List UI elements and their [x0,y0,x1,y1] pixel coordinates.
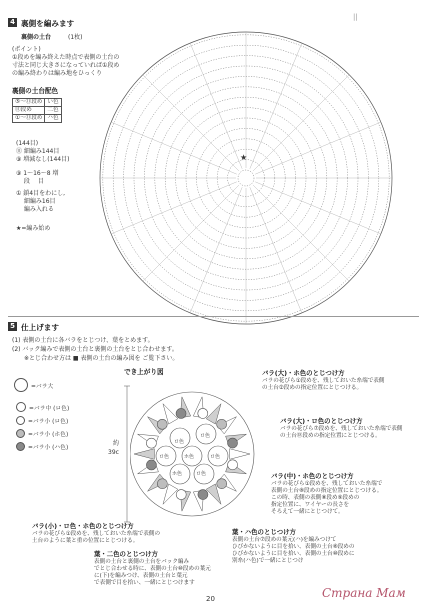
instruction-line: バラの花びら①段めを、残しておいた糸端で表側 [262,377,385,384]
stitch-note: ⑨ 増減なし(144目) [16,156,70,163]
motif-label: ホ色 [172,471,183,477]
rose-small-gray-icon [16,429,25,438]
start-star-icon: ★ [240,153,248,162]
legend-item-medium-rose [16,402,69,412]
small-rose-icon [198,490,208,500]
finishing-step: (2) バック編みで表側の土台と裏側の土台をとじ合わせます。 [12,346,178,353]
instruction-title: バラ(大)・ホ色のとじつけ方 [262,369,345,377]
instruction-line: 土台のように葉と重の位置にとじつける。 [32,537,139,544]
color-table-color: 二色 [45,107,61,115]
chart-increase-line [250,43,302,169]
legend-label: =バラ小 (ホ色) [28,431,69,438]
chart-increase-line [250,187,302,313]
instruction-line: 表側の土台⑦段めの葉元(ハ)を編みつけて [232,536,337,543]
stitch-note: (144目) [16,140,39,147]
instruction-title: 葉・二色のとじつけ方 [94,550,158,558]
rose-small-icon [16,416,25,425]
color-table-rows: ①〜⑪段め [13,115,45,123]
legend-label: =バラ大 [31,383,54,390]
section-4-number-badge: 4 [8,18,17,27]
instruction-line: でとじ合わせる時に、表側の土台⑩段めの葉元 [94,565,211,572]
small-rose-icon [217,419,227,429]
finishing-step: ※とじ合わせ方は ■ 表側の土台の編み図を ご覧下さい。 [12,355,179,362]
chart-round [238,170,254,186]
motif-label: ロ色 [200,433,211,439]
stitch-note: ① 鎖4目をわにし, [16,190,66,197]
legend-item-small-rose-ho [16,428,68,438]
instruction-title: バラ(小)・ロ色・ホ色のとじつけ方 [32,522,134,530]
instruction-line: 指定位置に、ワイヤーの長さを [271,502,350,509]
legend-label: =バラ中 (ロ色) [29,405,70,412]
table-row [13,99,62,107]
small-rose-icon [146,438,156,448]
legend-item-small-rose-ro [16,415,68,425]
legend-item-large-rose [14,380,53,390]
small-rose-icon [176,408,186,418]
chart-increase-line [255,122,381,174]
motif-label: ロ色 [196,471,207,477]
instruction-line: バラの花びら⑦段めを、残しておいた糸端で表側 [280,425,403,432]
watermark: Страна Мам [322,586,406,600]
size-value: 39c [108,449,119,456]
instruction-line: で表側で目を拾い、一緒にとじつけます [94,580,195,587]
rose-medium-icon [16,402,26,412]
stitch-note: ⑪ 細編み144目 [16,148,60,155]
section-5-number-badge: 5 [8,322,17,331]
color-table-color: い色 [45,99,61,107]
stitch-note: 編み入れる [16,206,54,213]
back-base-crochet-chart [88,28,404,328]
instruction-title: 葉・ハ色のとじつけ方 [232,528,296,536]
instruction-rose-large-ho [262,369,384,392]
instruction-rose-medium-ho [271,472,382,517]
section-divider [8,316,419,317]
instruction-line: ひびかないように目を拾い、表側の土台⑩段めに [232,551,355,557]
point-line: の編み終わりは編み地をひっくり [12,70,103,77]
small-rose-icon [146,460,156,470]
color-table-rows: ⑤〜⑪段め [13,99,45,107]
instruction-line: バラの花びら①段めを、残しておいた糸端で [271,480,383,487]
stitch-note: ⑨ 1〜16〜8 増 [16,170,59,177]
chart-increase-line [111,122,237,174]
legend-label: =バラ小 (ハ色) [28,444,69,451]
instruction-line: の土台⑱段めの指定位置にとじつける。 [280,432,381,439]
motif-label: ホ色 [184,454,195,460]
page-number: 20 [206,595,215,603]
rose-large-icon [14,378,28,392]
table-row [13,115,62,123]
instruction-line: この時、表側の表側⑧段め⑨段めの [271,495,360,501]
chart-increase-line [190,43,242,169]
instruction-line: ひびかないように目を拾い、表側の土台⑧段めの [232,543,355,550]
stitch-note: 段 目 [16,178,44,185]
finished-diagram-label: でき上がり図 [124,368,164,376]
section-5-title: 仕上げます [21,323,59,332]
finishing-step: (1) 表側の土台に各バラをとじつけ、葉をとめます。 [12,337,154,344]
small-rose-icon [198,408,208,418]
table-row [13,107,62,115]
top-right-mark: || [353,13,358,21]
point-line: ①段めを編み終えた時点で表側の土台の [12,54,120,61]
back-base-count: (1枚) [68,34,83,41]
legend-label: =バラ小 (ロ色) [28,418,69,425]
section-4-title: 裏側を編みます [21,19,75,28]
stitch-note: 細編み16目 [16,198,56,205]
chart-increase-line [190,187,242,313]
instruction-title: バラ(大)・ロ色のとじつけ方 [280,417,363,425]
chart-increase-line [255,182,381,234]
instruction-rose-large-ro [280,417,402,440]
point-line: 寸法と同じ大きさになっていれば①段め [12,62,120,69]
finished-diagram [130,380,260,530]
motif-label: ロ色 [210,454,221,460]
color-table-color: ハ色 [45,115,61,123]
color-table [12,98,62,123]
small-rose-icon [228,438,238,448]
chart-increase-line [111,182,237,234]
motif-label: ロ色 [174,439,185,445]
instruction-rose-small [32,522,160,545]
instruction-leaf-ni [94,550,211,587]
point-label: (ポイント) [12,46,41,53]
color-table-title: 裏側の土台配色 [12,87,59,95]
instruction-line: 表側の土台と裏側の土台をバック編み [94,558,190,565]
small-rose-icon [217,479,227,489]
instruction-line: 表側の土台⑧段めの指定位置にとじつける。 [271,487,383,494]
small-rose-icon [176,490,186,500]
rose-small-dark-icon [16,442,25,451]
instruction-leaf-ha [232,528,354,565]
color-table-rows: ⑪段め [13,107,45,115]
instruction-line: の土台②段めの指定位置にとじつける。 [262,384,363,391]
motif-label: ロ色 [159,454,170,460]
small-rose-icon [157,419,167,429]
small-rose-icon [157,479,167,489]
instruction-line: 別糸(ハ色)で一緒にとじつけ [232,558,304,565]
instruction-title: バラ(中)・ホ色のとじつけ方 [271,472,354,480]
instruction-line: バラの花びら①段めを、残しておいた糸端で表側の [32,530,161,537]
legend-item-small-rose-ha [16,441,68,451]
instruction-line: に(下)を編みつけ、表側の土台と葉元 [94,573,188,579]
back-base-subtitle: 裏側の土台 [21,34,52,41]
instruction-line: そろえて一緒にとじつけて。 [271,509,344,516]
small-rose-icon [228,460,238,470]
size-prefix: 約 [113,440,120,447]
start-note: ★=編み始め [16,225,51,232]
